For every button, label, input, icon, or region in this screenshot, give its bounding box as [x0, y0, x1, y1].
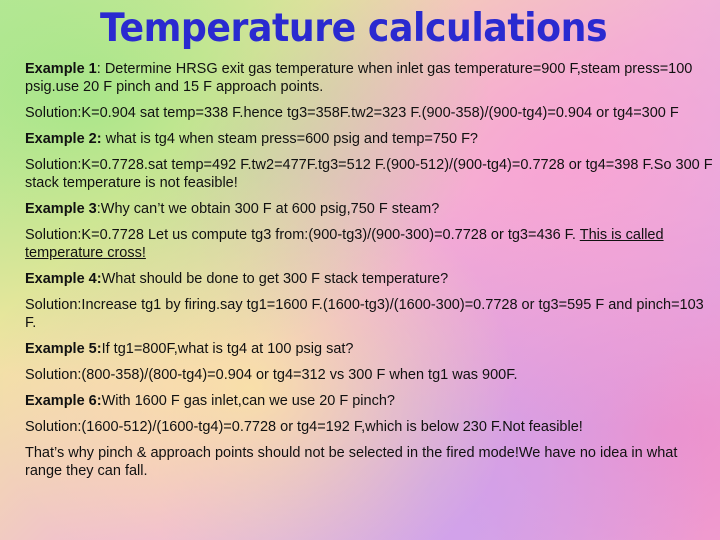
- example-1-solution: Solution:K=0.904 sat temp=338 F.hence tg3=358F.tw2=323 F.(900-358)/(900-tg4)=0.904 or tg4=300 F: [25, 105, 679, 121]
- conclusion-text: That’s why pinch & approach points should not be selected in the fired mode!We have no idea in what range they can fall.: [25, 445, 678, 479]
- question-text: What should be done to get 300 F stack temperature?: [101, 271, 449, 287]
- example-4-solution: Solution:Increase tg1 by firing.say tg1=1600 F.(1600-tg3)/(1600-300)=0.7728 or tg3=595 F and pinch=103 F.: [25, 297, 704, 331]
- question-text: Determine HRSG exit gas temperature when inlet gas temperature=900 F,steam press=100 psig.use 20 F pinch and 15 F approach points.: [25, 61, 693, 95]
- example-5-solution: Solution:(800-358)/(800-tg4)=0.904 or tg4=312 vs 300 F when tg1 was 900F.: [25, 367, 518, 383]
- example-5-question: [25, 340, 713, 358]
- example-label: Example 2:: [25, 131, 102, 147]
- example-label: Example 6:: [25, 393, 102, 409]
- example-label: Example 5:: [25, 341, 102, 357]
- example-label: Example 1: [25, 61, 97, 77]
- example-3-question: Example 3:Why can’t we obtain 300 F at 600 psig,750 F steam?: [25, 201, 440, 217]
- example-label: Example 3: [25, 201, 97, 217]
- example-label: Example 4:: [25, 271, 102, 287]
- example-6-question: [25, 392, 713, 410]
- question-text: With 1600 F gas inlet,can we use 20 F pinch?: [101, 393, 395, 409]
- example-3-solution: Solution:K=0.7728 Let us compute tg3 from:(900-tg3)/(900-300)=0.7728 or tg3=436 F. This is called temperature cross!: [25, 227, 664, 261]
- example-4-question: [25, 270, 713, 288]
- page-title: Temperature calculations: [100, 6, 608, 51]
- example-2-solution: Solution:K=0.7728.sat temp=492 F.tw2=477F.tg3=512 F.(900-512)/(900-tg4)=0.7728 or tg4=398 F.So 300 F stack temperature is not feasible!: [25, 157, 713, 191]
- question-text: what is tg4 when steam press=600 psig and temp=750 F?: [105, 131, 479, 147]
- question-text: Why can’t we obtain 300 F at 600 psig,750 F steam?: [100, 201, 440, 217]
- slide-body: [25, 60, 713, 488]
- example-2-question: [25, 130, 713, 148]
- example-6-solution: Solution:(1600-512)/(1600-tg4)=0.7728 or tg4=192 F,which is below 230 F.Not feasible!: [25, 419, 583, 435]
- example-1-question: Example 1: Determine HRSG exit gas temperature when inlet gas temperature=900 F,steam press=100 psig.use 20 F pinch and 15 F approach points.: [25, 61, 693, 95]
- question-text: If tg1=800F,what is tg4 at 100 psig sat?: [101, 341, 354, 357]
- temperature-cross-note: This is called temperature cross!: [25, 227, 664, 261]
